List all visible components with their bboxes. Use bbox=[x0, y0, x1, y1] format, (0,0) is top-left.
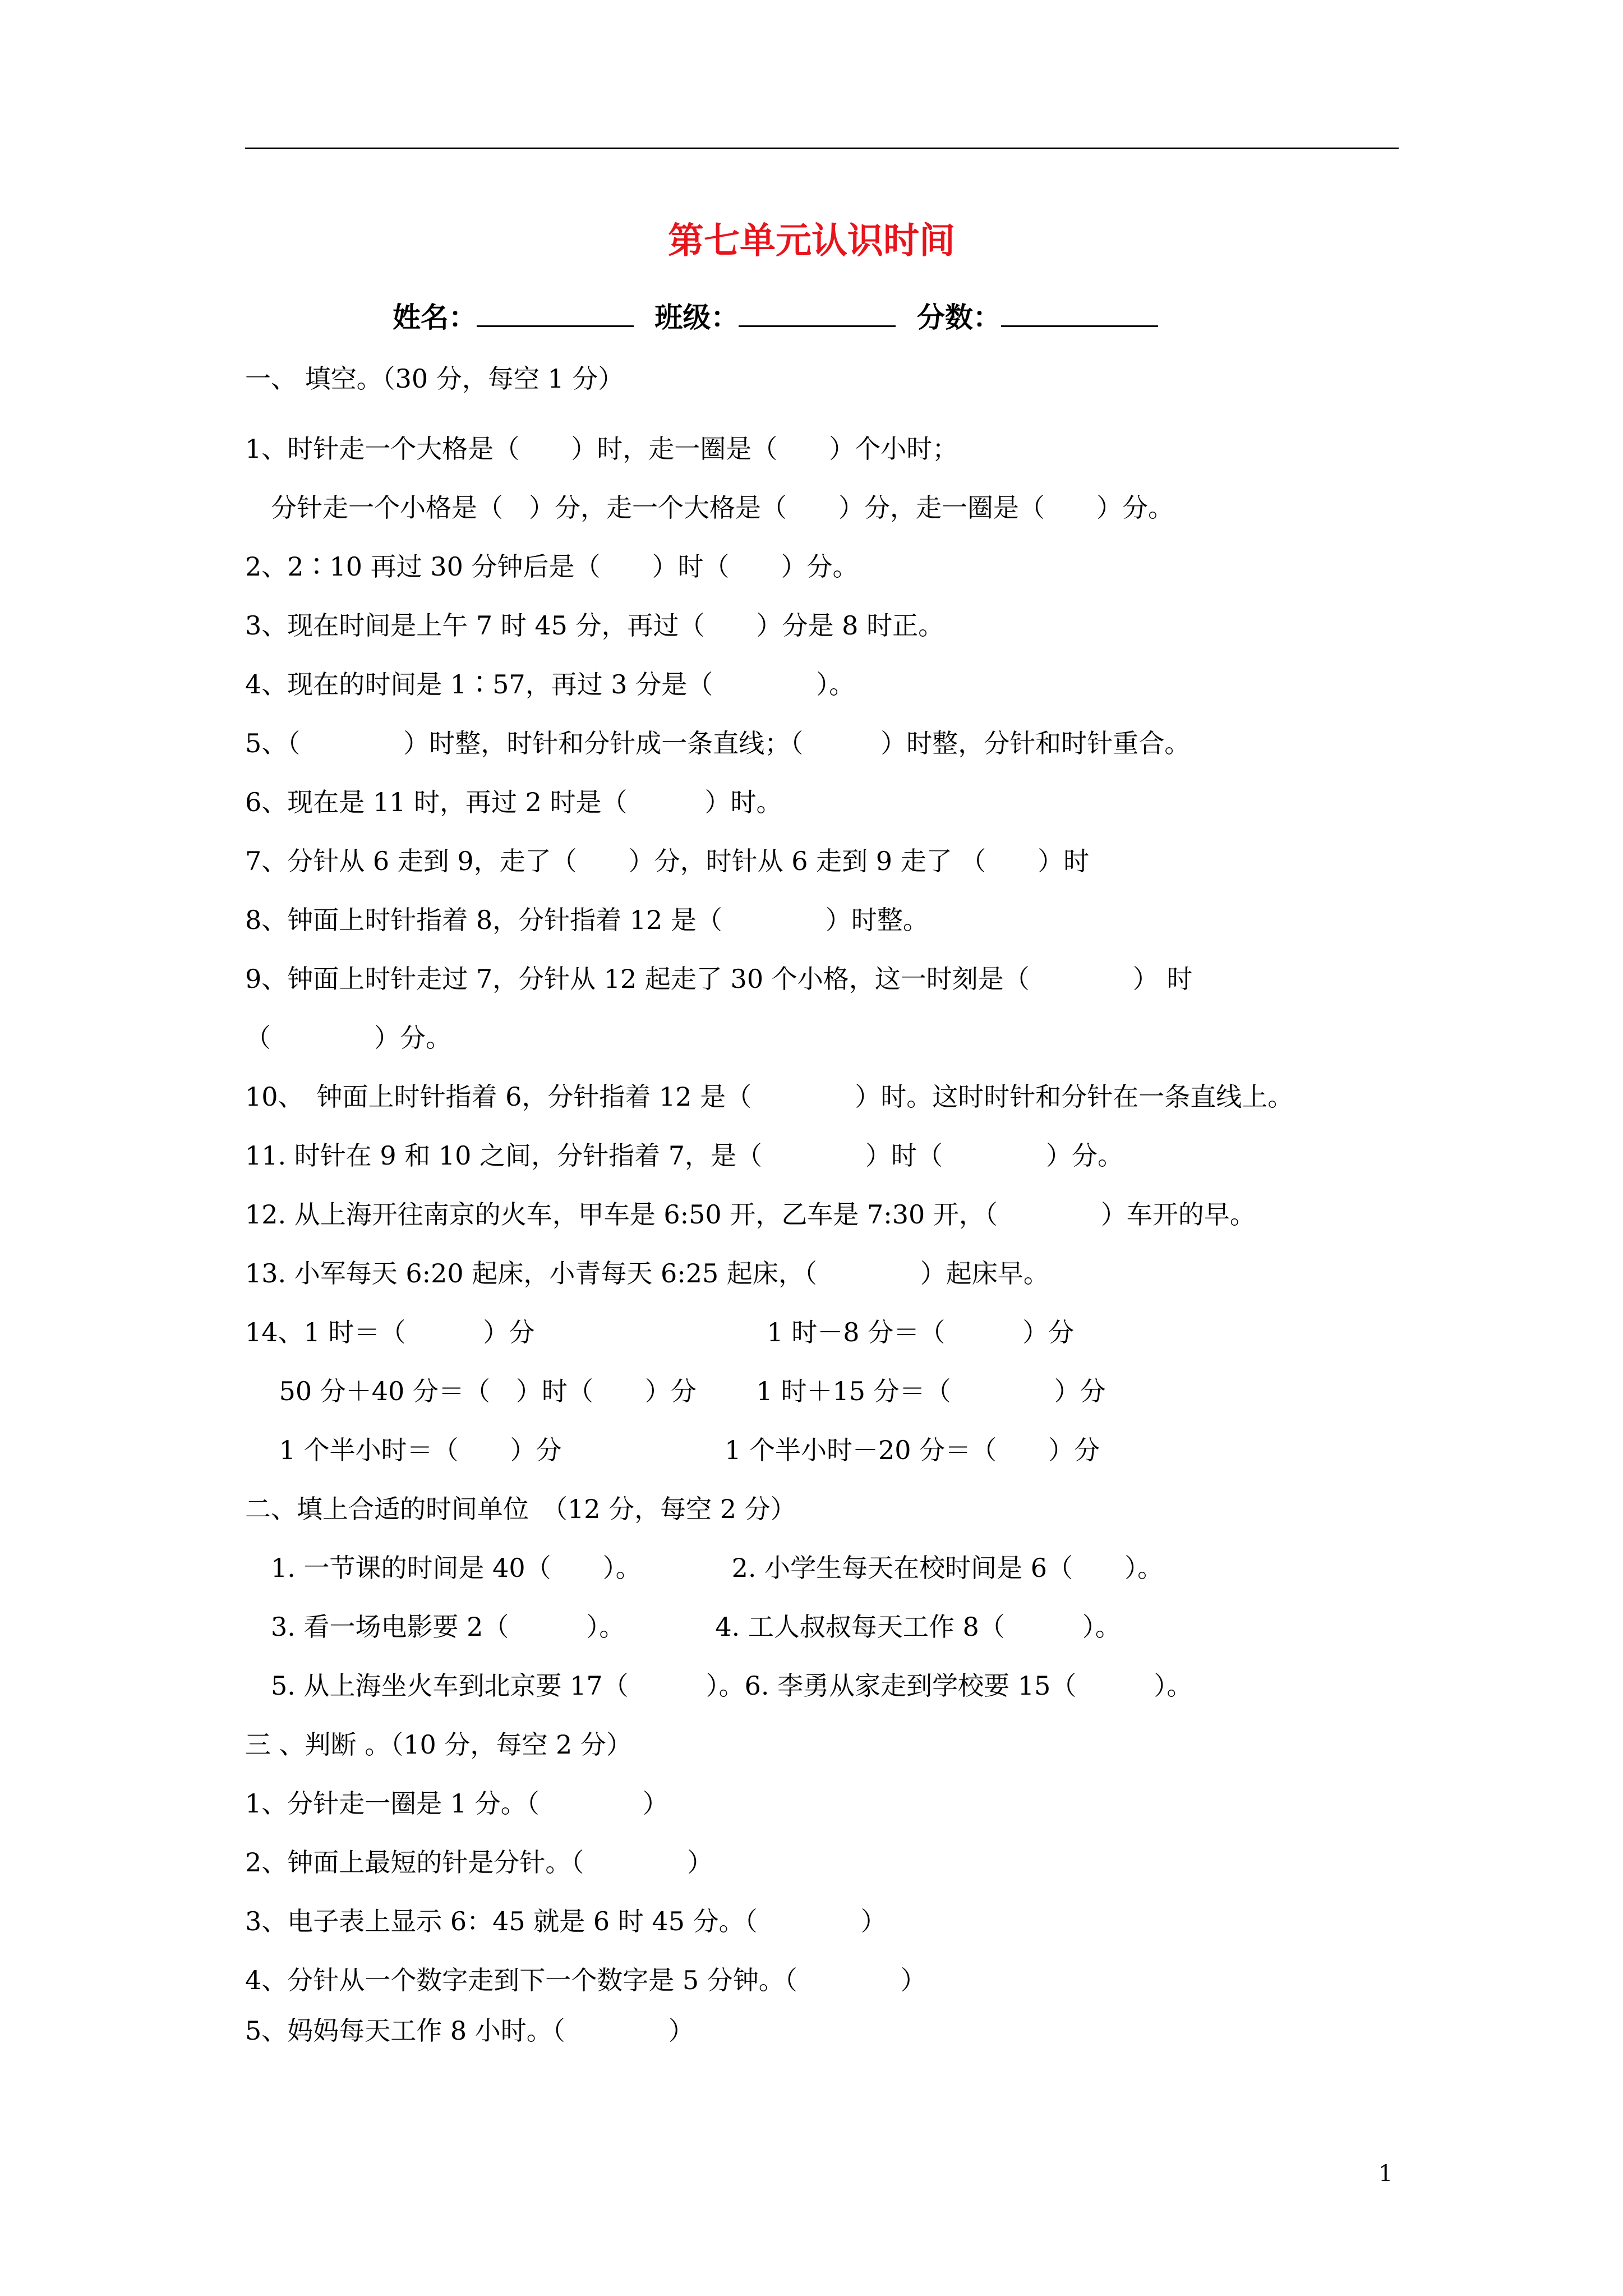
score-field[interactable] bbox=[1001, 292, 1158, 327]
section-heading: 三 、判断 。（10 分，每空 2 分） bbox=[245, 1729, 632, 1760]
question-line: 1、分针走一圈是 1 分。（ ） bbox=[245, 1788, 668, 1819]
question-line: 50 分＋40 分＝（ ）时（ ）分 1 时＋15 分＝（ ）分 bbox=[245, 1376, 1106, 1406]
question-line: 10、 钟面上时针指着 6，分针指着 12 是（ ）时。这时时针和分针在一条直线上。 bbox=[245, 1082, 1294, 1112]
section-heading: 一、 填空。（30 分，每空 1 分） bbox=[245, 364, 624, 394]
question-line: 5、（ ）时整，时针和分针成一条直线；（ ）时整，分针和时针重合。 bbox=[245, 728, 1191, 758]
name-label: 姓名： bbox=[393, 301, 477, 334]
question-line: 3、电子表上显示 6：45 就是 6 时 45 分。（ ） bbox=[245, 1906, 887, 1936]
question-line: 8、钟面上时针指着 8，分针指着 12 是（ ）时整。 bbox=[245, 905, 929, 935]
header-rule bbox=[245, 148, 1399, 149]
question-line: 12. 从上海开往南京的火车，甲车是 6:50 开，乙车是 7:30 开，（ ）车开的早。 bbox=[245, 1199, 1256, 1230]
question-line: 13. 小军每天 6:20 起床，小青每天 6:25 起床，（ ）起床早。 bbox=[245, 1258, 1049, 1289]
question-line: 1 个半小时＝（ ）分 1 个半小时－20 分＝（ ）分 bbox=[245, 1435, 1100, 1465]
class-field[interactable] bbox=[739, 292, 896, 327]
question-line: （ ）分。 bbox=[245, 1023, 451, 1053]
class-label: 班级： bbox=[654, 301, 739, 334]
question-line: 2、2∶10 再过 30 分钟后是（ ）时（ ）分。 bbox=[245, 551, 859, 582]
question-line: 4、分针从一个数字走到下一个数字是 5 分钟。（ ） bbox=[245, 1965, 926, 1995]
student-info-row bbox=[393, 292, 1169, 343]
question-line: 5、妈妈每天工作 8 小时。（ ） bbox=[245, 2016, 694, 2046]
question-line: 3、现在时间是上午 7 时 45 分，再过（ ）分是 8 时正。 bbox=[245, 610, 944, 641]
question-line: 9、钟面上时针走过 7，分针从 12 起走了 30 个小格，这一时刻是（ ） 时 bbox=[245, 964, 1193, 994]
question-line: 11. 时针在 9 和 10 之间，分针指着 7，是（ ）时（ ）分。 bbox=[245, 1140, 1123, 1171]
question-line: 6、现在是 11 时，再过 2 时是（ ）时。 bbox=[245, 787, 782, 817]
question-line: 7、分针从 6 走到 9，走了（ ）分，时针从 6 走到 9 走了 （ ）时 bbox=[245, 846, 1090, 876]
question-line: 5. 从上海坐火车到北京要 17（ ）。6. 李勇从家走到学校要 15（ ）。 bbox=[245, 1671, 1193, 1701]
score-label: 分数： bbox=[916, 301, 1001, 334]
section-heading: 二、填上合适的时间单位 （12 分，每空 2 分） bbox=[245, 1494, 796, 1524]
question-line: 1. 一节课的时间是 40（ ）。 2. 小学生每天在校时间是 6（ ）。 bbox=[245, 1553, 1164, 1583]
question-line: 3. 看一场电影要 2（ ）。 4. 工人叔叔每天工作 8（ ）。 bbox=[245, 1612, 1121, 1642]
question-line: 2、钟面上最短的针是分针。（ ） bbox=[245, 1847, 713, 1878]
name-field[interactable] bbox=[477, 292, 634, 327]
question-line: 4、现在的时间是 1∶57，再过 3 分是（ ）。 bbox=[245, 669, 855, 700]
question-line: 14、1 时＝（ ）分 1 时－8 分＝（ ）分 bbox=[245, 1317, 1075, 1347]
question-line: 1、时针走一个大格是（ ）时，走一圈是（ ）个小时； bbox=[245, 434, 958, 464]
page-number: 1 bbox=[1378, 2161, 1393, 2187]
question-line: 分针走一个小格是（ ）分，走一个大格是（ ）分，走一圈是（ ）分。 bbox=[245, 493, 1174, 523]
document-title: 第七单元认识时间 bbox=[668, 220, 955, 262]
